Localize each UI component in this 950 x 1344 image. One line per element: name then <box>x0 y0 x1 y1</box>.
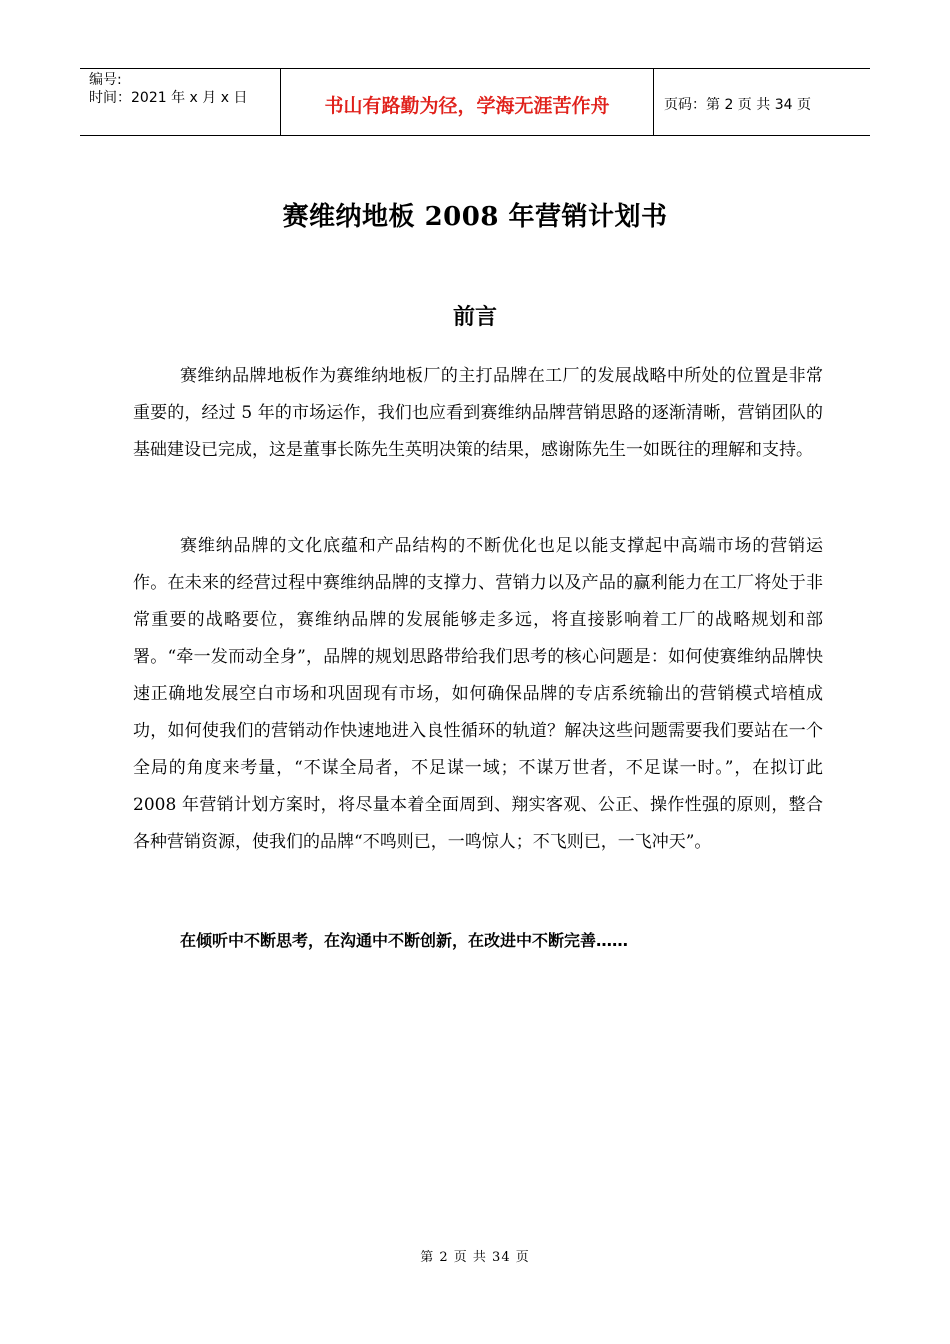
page-footer: 第 2 页 共 34 页 <box>420 1250 530 1265</box>
closing-statement: 在倾听中不断思考，在沟通中不断创新，在改进中不断完善…… <box>180 931 629 950</box>
document-title: 赛维纳地板 2008 年营销计划书 <box>282 202 668 232</box>
section-heading: 前言 <box>452 304 497 330</box>
header-motto: 书山有路勤为径，学海无涯苦作舟 <box>281 69 654 135</box>
serial-label: 编号: <box>89 72 122 88</box>
header-page-info: 页码：第 2 页 共 34 页 <box>664 97 811 113</box>
date-label: 时间：2021 年 x 月 x 日 <box>89 90 248 106</box>
page-header <box>80 68 870 136</box>
paragraph-1: 赛维纳品牌地板作为赛维纳地板厂的主打品牌在工厂的发展战略中所处的位置是非常重要的，经过 5 年的市场运作，我们也应看到赛维纳品牌营销思路的逐渐清晰，营销团队的基础建设已完成，这是董事长陈先生英明决策的结果，感谢陈先生一如既往的理解和支持。 <box>133 366 823 460</box>
header-meta-cell <box>80 69 281 135</box>
paragraph-2: 赛维纳品牌的文化底蕴和产品结构的不断优化也足以能支撑起中高端市场的营销运作。在未来的经营过程中赛维纳品牌的支撑力、营销力以及产品的赢利能力在工厂将处于非常重要的战略要位，赛维纳品牌的发展能够走多远，将直接影响着工厂的战略规划和部署。“牵一发而动全身”，品牌的规划思路带给我们思考的核心问题是：如何使赛维纳品牌快速正确地发展空白市场和巩固现有市场，如何确保品牌的专店系统输出的营销模式培植成功，如何使我们的营销动作快速地进入良性循环的轨道？解决这些问题需要我们要站在一个全局的角度来考量，“不谋全局者，不足谋一域；不谋万世者，不足谋一时。”，在拟订此 2008 年营销计划方案时，将尽量本着全面周到、翔实客观、公正、操作性强的原则，整合各种营销资源，使我们的品牌“不鸣则已，一鸣惊人；不飞则已，一飞冲天”。 <box>133 536 823 852</box>
